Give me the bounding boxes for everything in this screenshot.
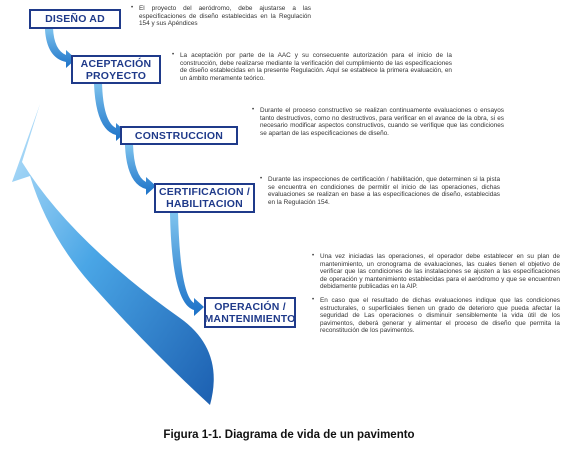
stage-certificacion-label-2: HABILITACION — [166, 198, 243, 210]
stage-aceptacion — [71, 55, 161, 84]
desc-operacion-text-2: En caso que el resultado de dichas evaluaciones indique que las condiciones estructurales, o superficiales tienen un grado de deterioro que pueda afectar la seguridad de Las operaciones o disminuir sensiblemente la vida útil de los pavimentos, deberá generar y alimentar el proceso de diseño que permita la reconstitución de los pavimentos. — [320, 296, 560, 335]
stage-operacion-label-2: MANTENIMIENTO — [204, 312, 296, 325]
stage-construccion — [120, 126, 238, 145]
bullet-icon: • — [312, 253, 315, 259]
desc-aceptacion — [172, 52, 452, 82]
desc-operacion-text-1: Una vez iniciadas las operaciones, el operador debe establecer en su plan de mantenimiento, un cronograma de evaluaciones, las cuales tienen el objetivo de verificar que las condiciones de las instalaciones se ajusten a las especificaciones de operación y mantenimiento establecidas para el aeródromo y que se encuentren debidamente publicadas en la AIP. — [320, 253, 560, 291]
stage-operacion — [204, 297, 296, 328]
bullet-icon: • — [131, 5, 134, 11]
bullet-icon: • — [312, 296, 315, 303]
desc-operacion — [312, 253, 560, 335]
desc-aceptacion-text: La aceptación por parte de la AAC y su consecuente autorización para el inicio de la construcción, debe realizarse mediante la verificación del cumplimiento de las especificaciones de diseño establecidas en la presente Regulación. Aquí se establece la primera evaluación, en un ámbito meramente teórico. — [180, 52, 452, 82]
stage-aceptacion-label-2: PROYECTO — [85, 69, 147, 82]
step-arrow-3 — [125, 144, 156, 195]
stage-aceptacion-label-1: ACEPTACIÓN — [80, 57, 152, 70]
bullet-icon: • — [260, 176, 263, 182]
bullet-icon: • — [172, 52, 175, 58]
desc-diseno — [131, 5, 311, 28]
desc-diseno-text: El proyecto del aeródromo, debe ajustarse a las especificaciones de diseño establecidas en la Regulación 154 y sus Apéndices — [139, 5, 311, 28]
bullet-icon: • — [252, 107, 255, 113]
feedback-arrow — [12, 104, 214, 405]
stage-operacion-label-1: OPERACIÓN / — [214, 300, 286, 313]
stage-certificacion — [154, 183, 255, 213]
desc-construccion — [252, 107, 504, 137]
desc-certificacion-text: Durante las inspecciones de certificación / habilitación, que determinen si la pista se encuentra en condiciones de permitir el inicio de las operaciones, dichas evaluaciones se realizan en base a las especificaciones de diseño, establecidas en la Regulación 154. — [268, 176, 500, 206]
stage-diseno — [29, 9, 121, 29]
figure-caption: Figura 1-1. Diagrama de vida de un pavimento — [163, 429, 415, 441]
stage-construccion-label: CONSTRUCCION — [134, 129, 224, 142]
step-arrow-4 — [170, 212, 204, 316]
stage-certificacion-label-1: CERTIFICACION / — [158, 186, 251, 198]
desc-certificacion — [260, 176, 500, 206]
desc-construccion-text: Durante el proceso constructivo se realizan continuamente evaluaciones o ensayos tanto destructivos, como no destructivos, para verificar en el avance de la obra, si es necesario modificar aspectos constructivos, cuando se verifique que las condiciones se apartan de las especificaciones de diseño. — [260, 107, 504, 137]
stage-diseno-label: DISEÑO AD — [45, 13, 105, 25]
